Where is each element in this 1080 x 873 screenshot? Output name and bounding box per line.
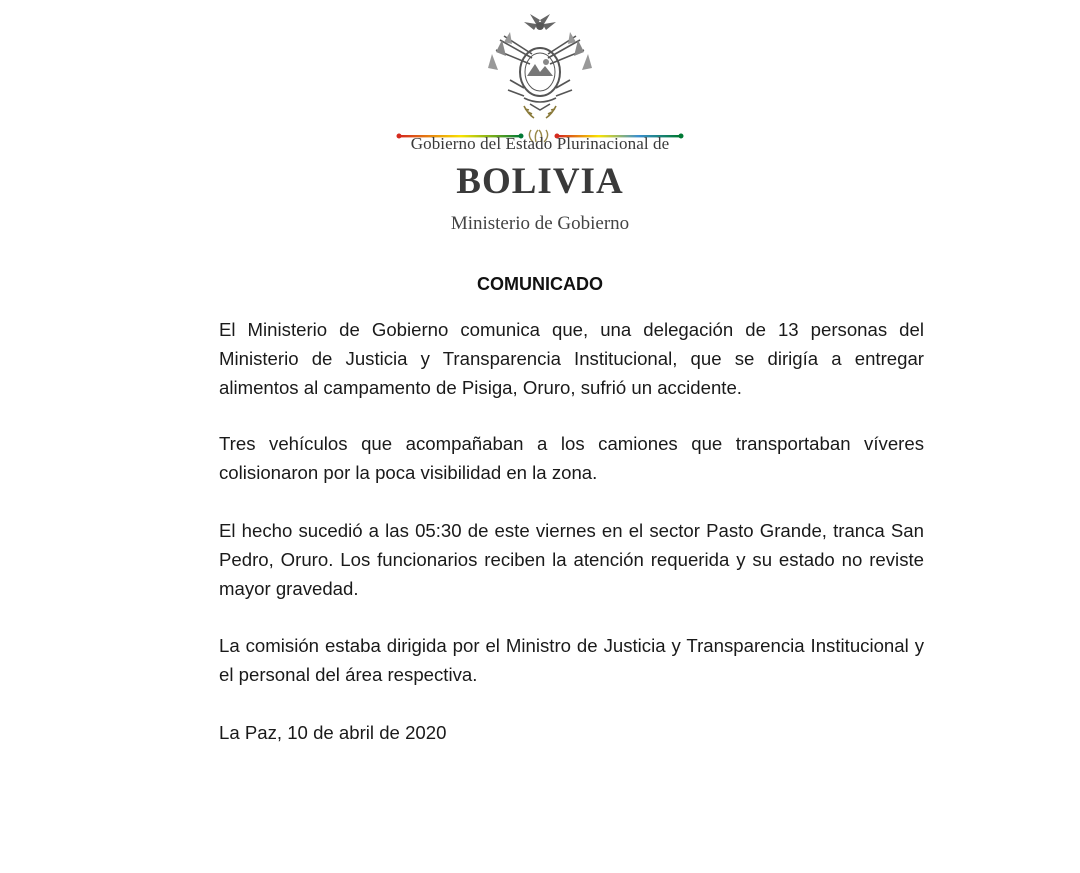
- letterhead: [380, 10, 700, 240]
- paragraph-commission: La comisión estaba dirigida por el Ministro de Justicia y Transparencia Institucional y el personal del área respectiva.: [219, 635, 924, 685]
- ministry-name: Ministerio de Gobierno: [450, 213, 630, 234]
- paragraph-accident: El Ministerio de Gobierno comunica que, una delegación de 13 personas del Ministerio de Justicia y Transparencia Institucional, que se dirigía a entregar alimentos al campamento de Pisiga, Oruro, sufrió un accidente.: [219, 319, 924, 398]
- paragraph-collision: Tres vehículos que acompañaban a los camiones que transportaban víveres colisionaron por la poca visibilidad en la zona.: [219, 433, 924, 483]
- place-date: La Paz, 10 de abril de 2020: [219, 722, 447, 743]
- government-name: Gobierno del Estado Plurinacional de: [410, 134, 670, 153]
- document-title: COMUNICADO: [477, 274, 603, 294]
- coat-of-arms-icon: [480, 10, 600, 132]
- paragraph-details: El hecho sucedió a las 05:30 de este viernes en el sector Pasto Grande, tranca San Pedro, Oruro. Los funcionarios reciben la atención requerida y su estado no reviste mayor gravedad.: [219, 520, 924, 599]
- country-name: BOLIVIA: [456, 161, 624, 202]
